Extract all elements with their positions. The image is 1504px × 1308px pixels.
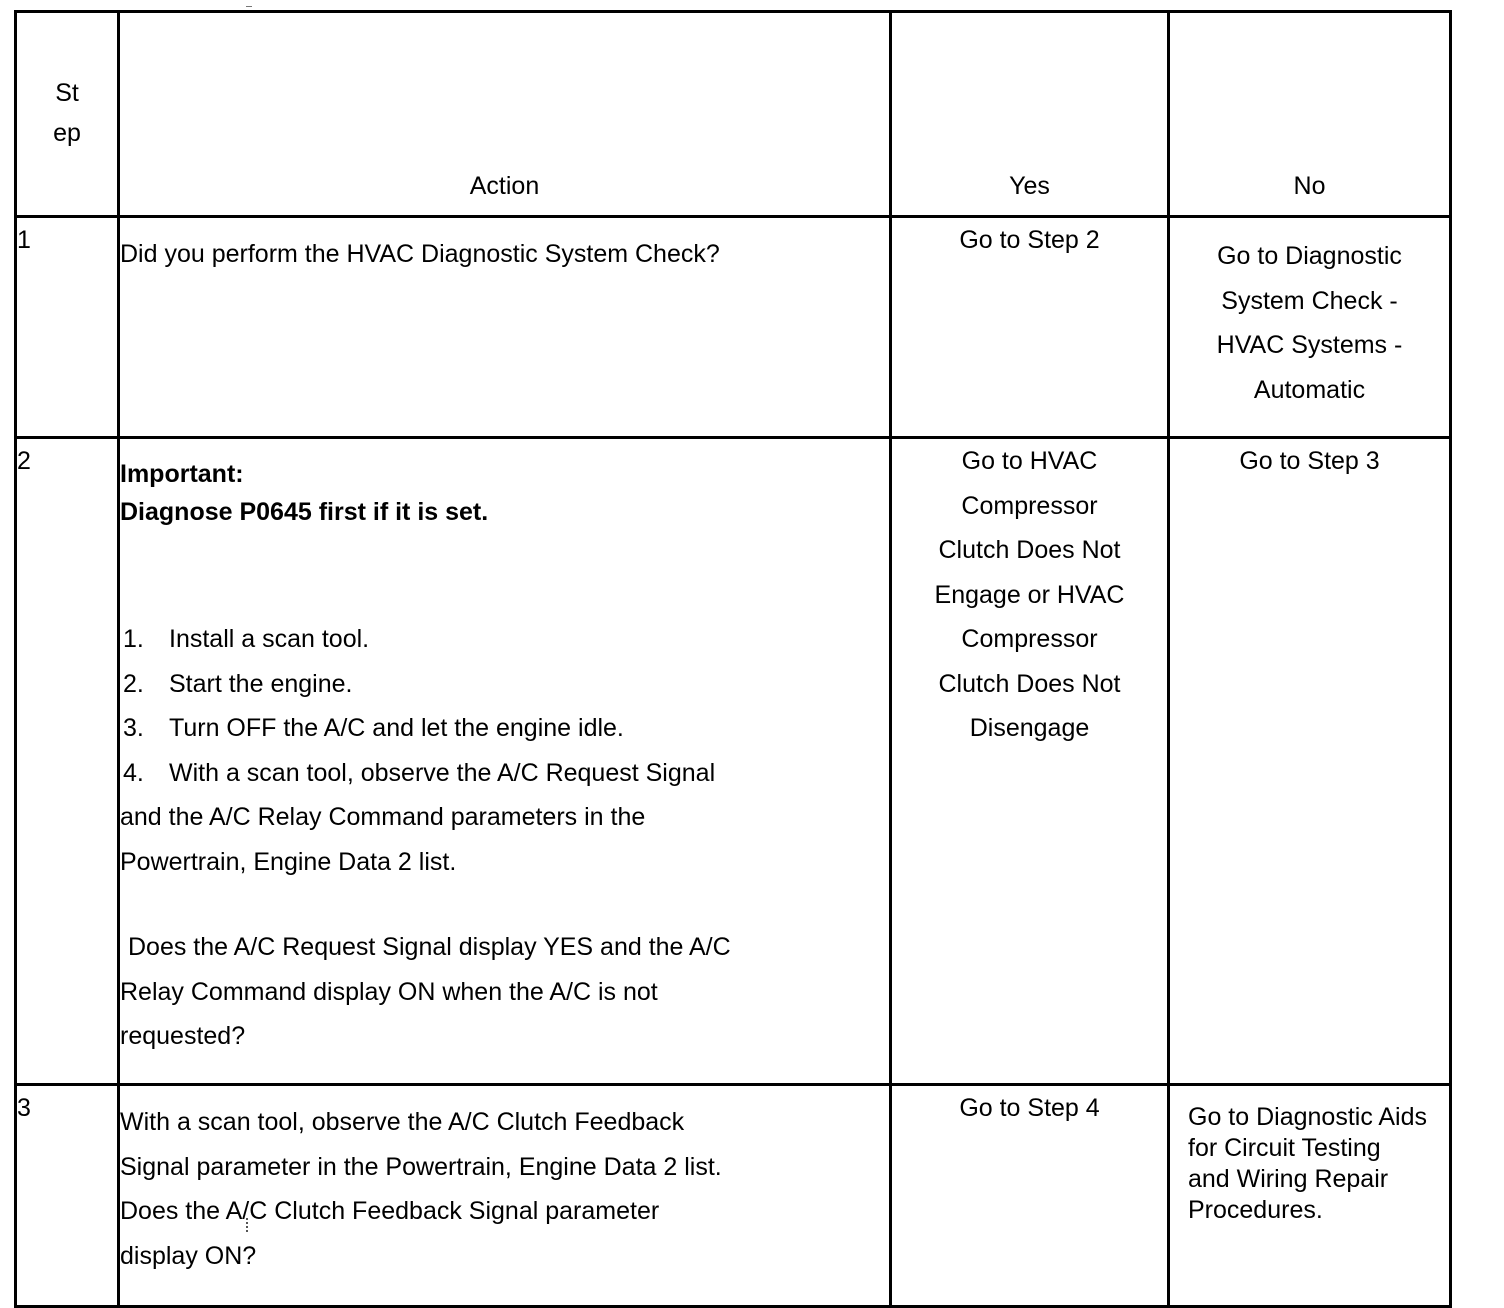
yes-line: Engage or HVAC (934, 580, 1125, 609)
step-text: Install a scan tool. (169, 625, 370, 653)
question-line: Does the A/C Request Signal display YES and the A/C (128, 933, 731, 961)
important-text: Diagnose P0645 first if it is set. (120, 498, 489, 526)
step-text: Start the engine. (169, 669, 353, 698)
yes-line: Go to Step 4 (959, 1094, 1100, 1122)
step-text: Turn OFF the A/C and let the engine idle. (169, 714, 624, 742)
table-row (16, 438, 1451, 1085)
step-index: 1. (123, 625, 144, 653)
header-step-line: ep (53, 119, 81, 147)
step-text: With a scan tool, observe the A/C Request Signal (169, 758, 716, 787)
no-line: Go to Diagnostic (1217, 242, 1402, 270)
action-line: With a scan tool, observe the A/C Clutch Feedback (120, 1108, 685, 1136)
header-action: Action (119, 12, 891, 217)
table-row (16, 1085, 1451, 1307)
step-number: 1 (16, 217, 119, 438)
continuation-line: Powertrain, Engine Data 2 list. (120, 847, 457, 876)
no-line: Automatic (1253, 375, 1366, 404)
action-line: Signal parameter in the Powertrain, Engine Data 2 list. (120, 1152, 722, 1181)
no-line: Procedures. (1188, 1196, 1323, 1224)
no-line: Go to Diagnostic Aids (1188, 1103, 1428, 1131)
action-line: Does the A/C Clutch Feedback Signal parameter (120, 1197, 660, 1225)
no-line: for Circuit Testing (1188, 1134, 1381, 1162)
question-line: requested? (120, 1022, 246, 1050)
table-header-row (16, 12, 1451, 217)
no-line: HVAC Systems - (1216, 331, 1403, 359)
yes-line: Go to Step 2 (959, 226, 1100, 254)
action-cell (119, 1085, 891, 1307)
step-index: 2. (123, 669, 144, 698)
yes-line: Compressor (961, 491, 1098, 520)
header-step-line: St (55, 79, 79, 107)
action-cell (119, 217, 891, 438)
important-label: Important: (120, 460, 244, 488)
step-index: 3. (123, 714, 144, 742)
yes-line: Go to HVAC (961, 447, 1098, 475)
step-index: 4. (123, 758, 144, 787)
yes-cell (891, 438, 1169, 1085)
no-cell (1169, 217, 1451, 438)
table-row (16, 217, 1451, 438)
yes-line: Compressor (961, 625, 1098, 653)
yes-line: Clutch Does Not (938, 669, 1121, 698)
page-edge-mark (246, 6, 252, 7)
no-line: Go to Step 3 (1239, 447, 1380, 475)
yes-cell (891, 217, 1169, 438)
continuation-line: and the A/C Relay Command parameters in the (120, 803, 646, 831)
diagnostic-table (14, 10, 1452, 1308)
list-item (120, 617, 889, 662)
question-line: Relay Command display ON when the A/C is not (120, 977, 658, 1006)
list-item (120, 751, 889, 796)
no-cell (1169, 438, 1451, 1085)
yes-line: Clutch Does Not (938, 536, 1121, 564)
action-cell (119, 438, 891, 1085)
yes-cell (891, 1085, 1169, 1307)
step-number: 3 (16, 1085, 119, 1307)
list-item (120, 662, 889, 707)
procedure-steps (120, 617, 889, 795)
yes-line: Disengage (969, 714, 1090, 742)
no-line: System Check - (1221, 286, 1398, 315)
header-no: No (1169, 12, 1451, 217)
action-text: Did you perform the HVAC Diagnostic System Check? (120, 240, 720, 268)
header-yes: Yes (891, 12, 1169, 217)
step-number: 2 (16, 438, 119, 1085)
action-line: display ON? (120, 1241, 257, 1270)
header-step (16, 12, 119, 217)
no-cell (1169, 1085, 1451, 1307)
no-line: and Wiring Repair (1188, 1165, 1389, 1193)
list-item (120, 706, 889, 751)
